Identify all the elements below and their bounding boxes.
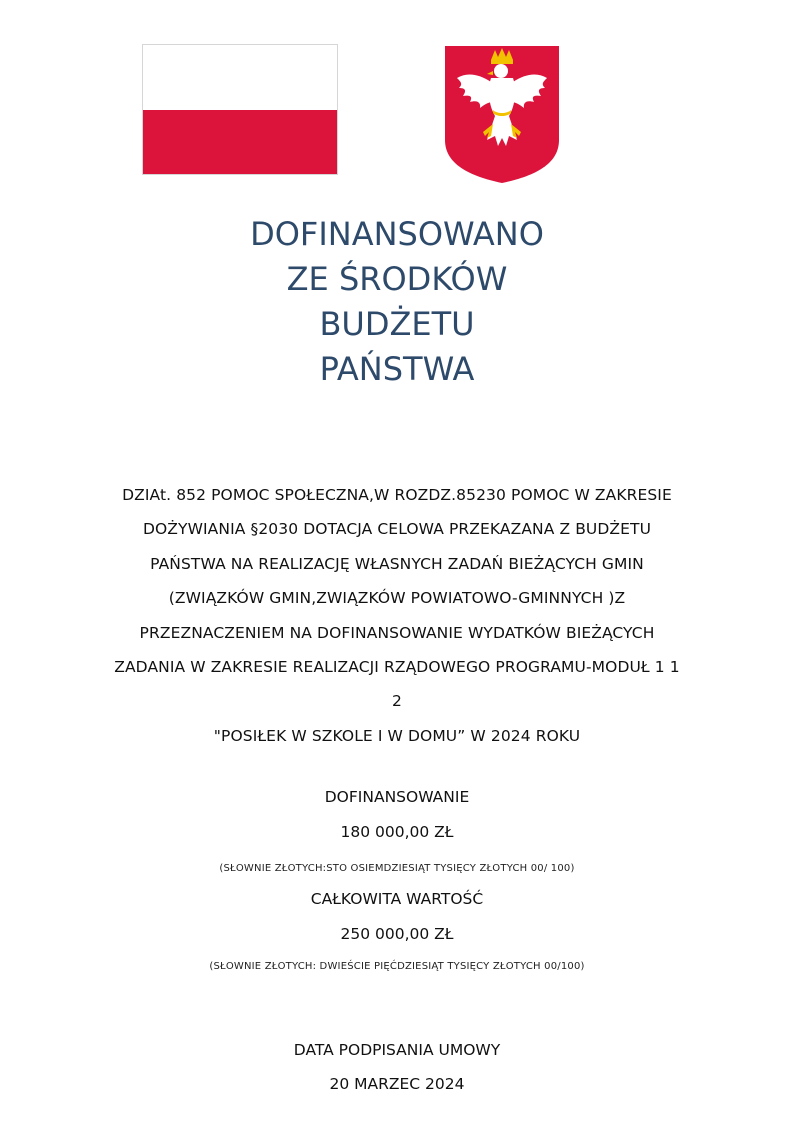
program-description <box>82 478 712 753</box>
title-heading <box>0 212 794 392</box>
title-line: BUDŻETU <box>319 305 475 343</box>
flag-white-stripe <box>143 45 337 110</box>
title-line: ZE ŚRODKÓW <box>286 260 508 298</box>
signing-date: 20 MARZEC 2024 <box>329 1075 465 1093</box>
flag-red-stripe <box>143 110 337 175</box>
description-line: ZADANIA W ZAKRESIE REALIZACJI RZĄDOWEGO PROGRAMU-MODUŁ 1 1 <box>114 658 680 677</box>
total-value-label: CAŁKOWITA WARTOŚĆ <box>310 890 484 908</box>
description-line: PAŃSTWA NA REALIZACJĘ WŁASNYCH ZADAŃ BIEŻĄCYCH GMIN <box>150 554 644 573</box>
funding-label: DOFINANSOWANIE <box>324 788 470 806</box>
signing-date-label: DATA PODPISANIA UMOWY <box>293 1041 501 1059</box>
funding-in-words: (SŁOWNIE ZŁOTYCH:STO OSIEMDZIESIĄT TYSIĘCY ZŁOTYCH 00/ 100) <box>219 863 575 874</box>
total-value-amount: 250 000,00 ZŁ <box>340 925 454 943</box>
title-line: PAŃSTWA <box>319 350 475 388</box>
description-line: 2 <box>392 692 402 711</box>
description-line: DOŻYWIANIA §2030 DOTACJA CELOWA PRZEKAZANA Z BUDŻETU <box>142 520 652 539</box>
description-line: PRZEZNACZENIEM NA DOFINANSOWANIE WYDATKÓW BIEŻĄCYCH <box>139 623 655 642</box>
funding-amount: 180 000,00 ZŁ <box>340 823 454 841</box>
description-line: DZIAt. 852 POMOC SPOŁECZNA,W ROZDZ.85230 POMOC W ZAKRESIE <box>122 486 672 504</box>
description-line: "POSIŁEK W SZKOLE I W DOMU” W 2024 ROKU <box>213 726 581 745</box>
title-line: DOFINANSOWANO <box>250 215 544 253</box>
polish-emblem-icon <box>443 44 561 184</box>
polish-flag <box>142 44 338 175</box>
total-value-in-words: (SŁOWNIE ZŁOTYCH: DWIEŚCIE PIĘĆDZIESIĄT TYSIĘCY ZŁOTYCH 00/100) <box>209 961 585 972</box>
description-line: (ZWIĄZKÓW GMIN,ZWIĄZKÓW POWIATOWO-GMINNYCH )Z <box>168 589 626 608</box>
